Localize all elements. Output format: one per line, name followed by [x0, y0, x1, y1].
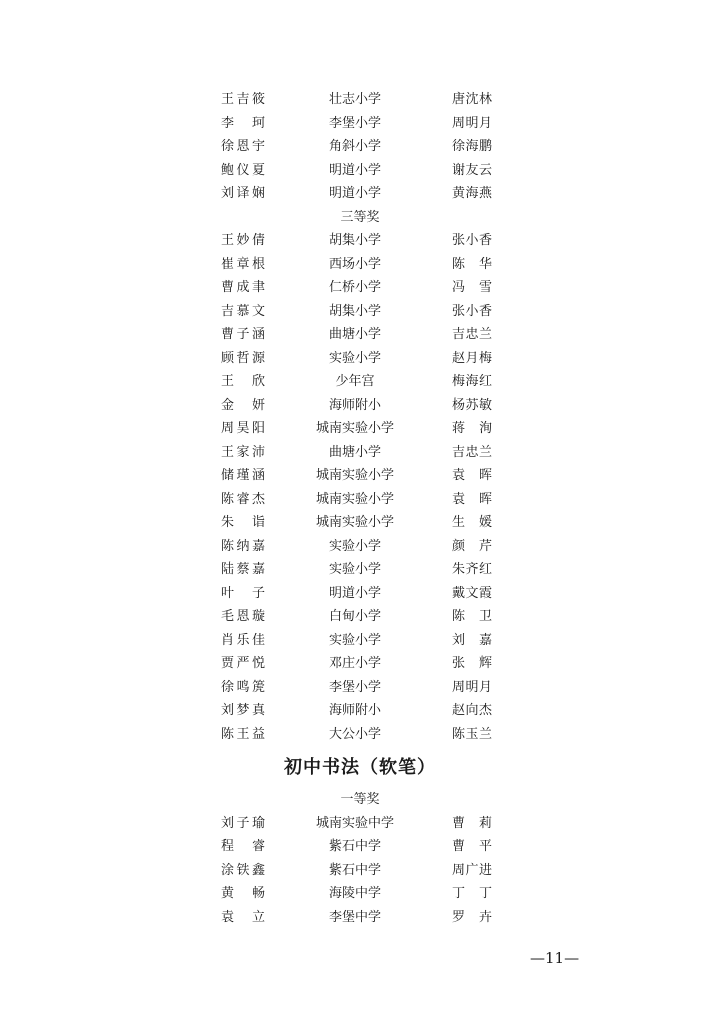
school-name: 海师附小	[328, 703, 381, 718]
student-name: 涂铁鑫	[221, 862, 265, 878]
school-name: 胡集小学	[328, 303, 381, 319]
school-name: 壮志小学	[328, 92, 381, 107]
page-number: —11—	[530, 949, 580, 967]
student-name: 崔章根	[221, 256, 265, 272]
student-name: 曹子涵	[221, 327, 265, 342]
award-level: 三等奖	[340, 209, 380, 225]
teacher-name: 吉忠兰	[452, 327, 492, 342]
student-name: 王 欣	[221, 374, 265, 389]
student-name: 刘梦真	[221, 703, 265, 718]
student-name: 陈王益	[221, 726, 265, 742]
teacher-name: 曹 平	[452, 839, 492, 854]
school-name: 紫石中学	[328, 839, 381, 854]
student-name: 程 睿	[221, 839, 265, 854]
student-name: 储瑾涵	[221, 468, 265, 483]
teacher-name: 周明月	[452, 115, 492, 131]
school-name: 城南实验小学	[315, 421, 394, 436]
teacher-name: 蒋 洵	[452, 421, 492, 436]
entry-row	[0, 701, 720, 721]
teacher-name: 谢友云	[452, 162, 492, 178]
student-name: 金 妍	[221, 397, 265, 413]
school-name: 李堡小学	[328, 679, 381, 695]
teacher-name: 赵月梅	[452, 350, 492, 366]
teacher-name: 丁 丁	[452, 886, 492, 901]
teacher-name: 陈 华	[452, 256, 492, 272]
entry-row	[0, 884, 720, 904]
school-name: 实验小学	[328, 350, 381, 366]
teacher-name: 生 媛	[452, 515, 492, 530]
school-name: 角斜小学	[328, 139, 381, 154]
entry-row	[0, 466, 720, 486]
student-name: 贾严悦	[221, 656, 265, 671]
student-name: 吉慕文	[221, 303, 265, 319]
entry-row	[0, 584, 720, 604]
teacher-name: 吉忠兰	[452, 444, 492, 460]
teacher-name: 周明月	[452, 679, 492, 695]
school-name: 明道小学	[328, 162, 381, 178]
school-name: 海陵中学	[328, 886, 381, 901]
student-name: 陈纳嘉	[221, 538, 265, 554]
entry-row	[0, 678, 720, 698]
student-name: 袁 立	[221, 909, 265, 925]
entry-row	[0, 302, 720, 322]
teacher-name: 袁 晖	[452, 491, 492, 507]
entry-row	[0, 255, 720, 275]
student-name: 曹成聿	[221, 280, 265, 295]
school-name: 明道小学	[328, 186, 381, 201]
award-level: 一等奖	[340, 792, 380, 807]
teacher-name: 张小香	[452, 233, 492, 248]
school-name: 大公小学	[328, 726, 381, 742]
school-name: 白甸小学	[328, 609, 381, 624]
student-name: 陆蔡嘉	[221, 562, 265, 577]
teacher-name: 周广进	[452, 862, 492, 878]
entry-row	[0, 908, 720, 928]
school-name: 实验小学	[328, 562, 381, 577]
student-name: 鲍仪夏	[221, 162, 265, 178]
entry-row	[0, 396, 720, 416]
student-name: 王家沛	[221, 444, 265, 460]
student-name: 朱 诣	[221, 515, 265, 530]
entry-row	[0, 725, 720, 745]
student-name: 毛恩璇	[221, 609, 265, 624]
teacher-name: 徐海鹏	[452, 139, 492, 154]
school-name: 城南实验小学	[315, 515, 394, 530]
student-name: 叶 子	[221, 585, 265, 601]
entry-row	[0, 184, 720, 204]
teacher-name: 罗 卉	[452, 909, 492, 925]
teacher-name: 颜 芹	[452, 538, 492, 554]
teacher-name: 唐沈林	[452, 92, 492, 107]
school-name: 邓庄小学	[328, 656, 381, 671]
teacher-name: 刘 嘉	[452, 632, 492, 648]
student-name: 徐鸣箎	[221, 679, 265, 695]
teacher-name: 朱齐红	[452, 562, 492, 577]
entry-row	[0, 631, 720, 651]
entry-row	[0, 654, 720, 674]
entry-row	[0, 278, 720, 298]
entry-row	[0, 490, 720, 510]
teacher-name: 赵向杰	[452, 703, 492, 718]
school-name: 李堡小学	[328, 115, 381, 131]
entry-row	[0, 419, 720, 439]
teacher-name: 冯 雪	[452, 280, 492, 295]
school-name: 城南实验中学	[315, 815, 394, 831]
entry-row	[0, 90, 720, 110]
teacher-name: 杨苏敏	[452, 397, 492, 413]
entry-row	[0, 137, 720, 157]
school-name: 城南实验小学	[315, 468, 394, 483]
school-name: 少年宫	[335, 374, 375, 389]
teacher-name: 戴文霞	[452, 585, 492, 601]
school-name: 李堡中学	[328, 909, 381, 925]
student-name: 肖乐佳	[221, 632, 265, 648]
school-name: 实验小学	[328, 632, 381, 648]
school-name: 仁桥小学	[328, 280, 381, 295]
student-name: 顾哲源	[221, 350, 265, 366]
entry-row	[0, 513, 720, 533]
school-name: 城南实验小学	[315, 491, 394, 507]
student-name: 黄 畅	[221, 886, 265, 901]
student-name: 李 珂	[221, 115, 265, 131]
student-name: 徐恩宇	[221, 139, 265, 154]
entry-row	[0, 231, 720, 251]
entry-row	[0, 114, 720, 134]
teacher-name: 张小香	[452, 303, 492, 319]
teacher-name: 袁 晖	[452, 468, 492, 483]
teacher-name: 梅海红	[452, 374, 492, 389]
student-name: 陈睿杰	[221, 491, 265, 507]
school-name: 胡集小学	[328, 233, 381, 248]
school-name: 海师附小	[328, 397, 381, 413]
section-heading: 初中书法（软笔）	[284, 757, 436, 778]
student-name: 周昊阳	[221, 421, 265, 436]
entry-row	[0, 814, 720, 834]
student-name: 王妙倩	[221, 233, 265, 248]
entry-row	[0, 607, 720, 627]
student-name: 刘子瑜	[221, 815, 265, 831]
school-name: 西场小学	[328, 256, 381, 272]
entry-row	[0, 837, 720, 857]
entry-row	[0, 349, 720, 369]
entry-row	[0, 161, 720, 181]
school-name: 紫石中学	[328, 862, 381, 878]
teacher-name: 黄海燕	[452, 186, 492, 201]
entry-row	[0, 443, 720, 463]
teacher-name: 陈玉兰	[452, 726, 492, 742]
entry-row	[0, 325, 720, 345]
teacher-name: 陈 卫	[452, 609, 492, 624]
student-name: 刘译娴	[221, 186, 265, 201]
school-name: 曲塘小学	[328, 444, 381, 460]
school-name: 曲塘小学	[328, 327, 381, 342]
entry-row	[0, 537, 720, 557]
entry-row	[0, 372, 720, 392]
teacher-name: 曹 莉	[452, 815, 492, 831]
teacher-name: 张 辉	[452, 656, 492, 671]
entry-row	[0, 560, 720, 580]
school-name: 实验小学	[328, 538, 381, 554]
student-name: 王吉筱	[221, 92, 265, 107]
entry-row	[0, 861, 720, 881]
school-name: 明道小学	[328, 585, 381, 601]
